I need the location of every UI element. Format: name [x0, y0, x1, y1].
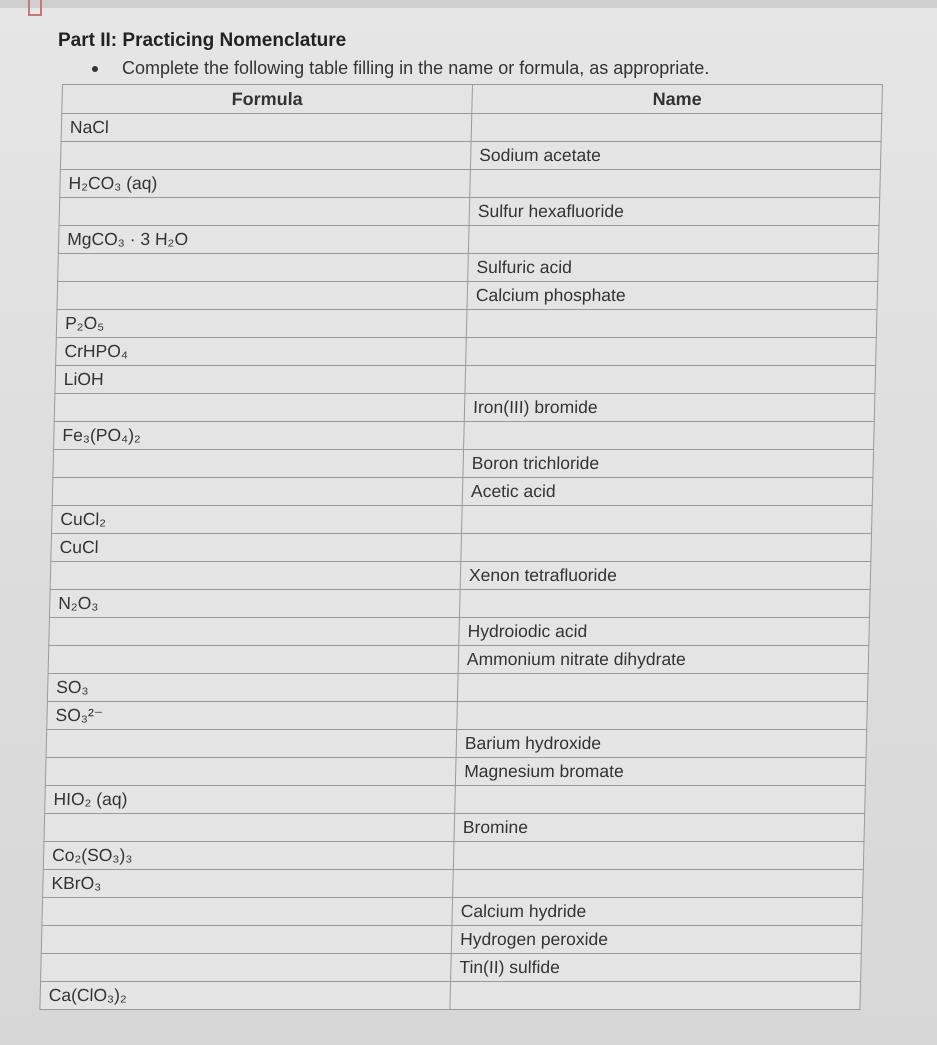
formula-cell[interactable]: NaCl: [61, 114, 472, 142]
table-row: [52, 506, 873, 534]
table-row: [60, 142, 881, 170]
formula-cell[interactable]: [49, 618, 460, 646]
table-row: [45, 758, 866, 786]
top-edge: [0, 0, 937, 8]
name-cell[interactable]: [466, 338, 877, 366]
table-body: [40, 114, 882, 1010]
table-row: [41, 926, 862, 954]
name-cell[interactable]: Boron trichloride: [463, 450, 874, 478]
nomenclature-table: [39, 84, 883, 1010]
table-row: [54, 422, 875, 450]
name-cell[interactable]: Hydroiodic acid: [459, 618, 870, 646]
name-cell[interactable]: [455, 786, 866, 814]
name-cell[interactable]: [464, 422, 875, 450]
formula-cell[interactable]: [59, 198, 470, 226]
formula-cell[interactable]: CuCl: [51, 534, 462, 562]
table-row: [49, 618, 870, 646]
table-row: [43, 870, 864, 898]
formula-cell[interactable]: N₂O₃: [49, 590, 460, 618]
name-cell[interactable]: [468, 226, 879, 254]
formula-cell[interactable]: [41, 954, 452, 982]
table-row: [49, 590, 870, 618]
formula-cell[interactable]: [46, 730, 457, 758]
formula-cell[interactable]: MgCO₃ · 3 H₂O: [58, 226, 469, 254]
name-cell[interactable]: Sodium acetate: [470, 142, 881, 170]
table-row: [54, 394, 875, 422]
name-column-header: Name: [472, 85, 883, 114]
table-row: [48, 646, 869, 674]
table-row: [59, 198, 880, 226]
table-row: [51, 534, 872, 562]
formula-cell[interactable]: [58, 254, 469, 282]
table-row: [60, 170, 881, 198]
formula-cell[interactable]: [50, 562, 461, 590]
formula-column-header: Formula: [62, 85, 473, 114]
bullet-icon: [92, 66, 98, 72]
name-cell[interactable]: [457, 674, 868, 702]
name-cell[interactable]: Sulfur hexafluoride: [469, 198, 880, 226]
formula-cell[interactable]: HIO₂ (aq): [45, 786, 456, 814]
table-row: [52, 478, 873, 506]
name-cell[interactable]: Magnesium bromate: [455, 758, 866, 786]
formula-cell[interactable]: KBrO₃: [43, 870, 454, 898]
table-row: [53, 450, 874, 478]
formula-cell[interactable]: [45, 758, 456, 786]
name-cell[interactable]: Barium hydroxide: [456, 730, 867, 758]
table-row: [58, 254, 879, 282]
table-row: [45, 786, 866, 814]
instruction-line: [92, 58, 709, 79]
formula-cell[interactable]: P₂O₅: [56, 310, 467, 338]
formula-cell[interactable]: SO₃²⁻: [47, 702, 458, 730]
table-row: [43, 842, 864, 870]
name-cell[interactable]: Tin(II) sulfide: [451, 954, 862, 982]
table-row: [56, 338, 877, 366]
name-cell[interactable]: Xenon tetrafluoride: [460, 562, 871, 590]
table-header-row: [62, 85, 883, 114]
table-row: [58, 226, 879, 254]
formula-cell[interactable]: [57, 282, 468, 310]
name-cell[interactable]: [470, 170, 881, 198]
formula-cell[interactable]: SO₃: [47, 674, 458, 702]
table-row: [55, 366, 876, 394]
name-cell[interactable]: [450, 982, 861, 1010]
table-row: [50, 562, 871, 590]
name-cell[interactable]: [465, 366, 876, 394]
name-cell[interactable]: Hydrogen peroxide: [451, 926, 862, 954]
corner-mark: [28, 0, 42, 16]
name-cell[interactable]: [461, 534, 872, 562]
table-row: [47, 674, 868, 702]
formula-cell[interactable]: CuCl₂: [52, 506, 463, 534]
formula-cell[interactable]: [60, 142, 471, 170]
nomenclature-table-wrapper: [39, 84, 890, 1042]
formula-cell[interactable]: Co₂(SO₃)₃: [43, 842, 454, 870]
formula-cell[interactable]: LiOH: [55, 366, 466, 394]
table-row: [57, 282, 878, 310]
formula-cell[interactable]: Ca(ClO₃)₂: [40, 982, 451, 1010]
table-row: [44, 814, 865, 842]
formula-cell[interactable]: [54, 394, 465, 422]
formula-cell[interactable]: [48, 646, 459, 674]
section-heading: Part II: Practicing Nomenclature: [58, 30, 347, 51]
table-row: [40, 982, 861, 1010]
name-cell[interactable]: Acetic acid: [462, 478, 873, 506]
name-cell[interactable]: [457, 702, 868, 730]
name-cell[interactable]: [453, 842, 864, 870]
name-cell[interactable]: Calcium phosphate: [467, 282, 878, 310]
name-cell[interactable]: [453, 870, 864, 898]
formula-cell[interactable]: [53, 450, 464, 478]
name-cell[interactable]: Bromine: [454, 814, 865, 842]
name-cell[interactable]: [462, 506, 873, 534]
table-row: [56, 310, 877, 338]
name-cell[interactable]: Calcium hydride: [452, 898, 863, 926]
name-cell[interactable]: [471, 114, 882, 142]
instruction-text: Complete the following table filling in the name or formula, as appropriate.: [122, 58, 710, 78]
formula-cell[interactable]: [42, 898, 453, 926]
table-row: [41, 954, 862, 982]
table-row: [61, 114, 882, 142]
formula-cell[interactable]: CrHPO₄: [56, 338, 467, 366]
formula-cell[interactable]: [44, 814, 455, 842]
name-cell[interactable]: Ammonium nitrate dihydrate: [458, 646, 869, 674]
table-row: [42, 898, 863, 926]
table-row: [47, 702, 868, 730]
name-cell[interactable]: Sulfuric acid: [468, 254, 879, 282]
name-cell[interactable]: Iron(III) bromide: [464, 394, 875, 422]
formula-cell[interactable]: [52, 478, 463, 506]
formula-cell[interactable]: Fe₃(PO₄)₂: [54, 422, 465, 450]
formula-cell[interactable]: [41, 926, 452, 954]
formula-cell[interactable]: H₂CO₃ (aq): [60, 170, 471, 198]
name-cell[interactable]: [466, 310, 877, 338]
name-cell[interactable]: [459, 590, 870, 618]
table-row: [46, 730, 867, 758]
